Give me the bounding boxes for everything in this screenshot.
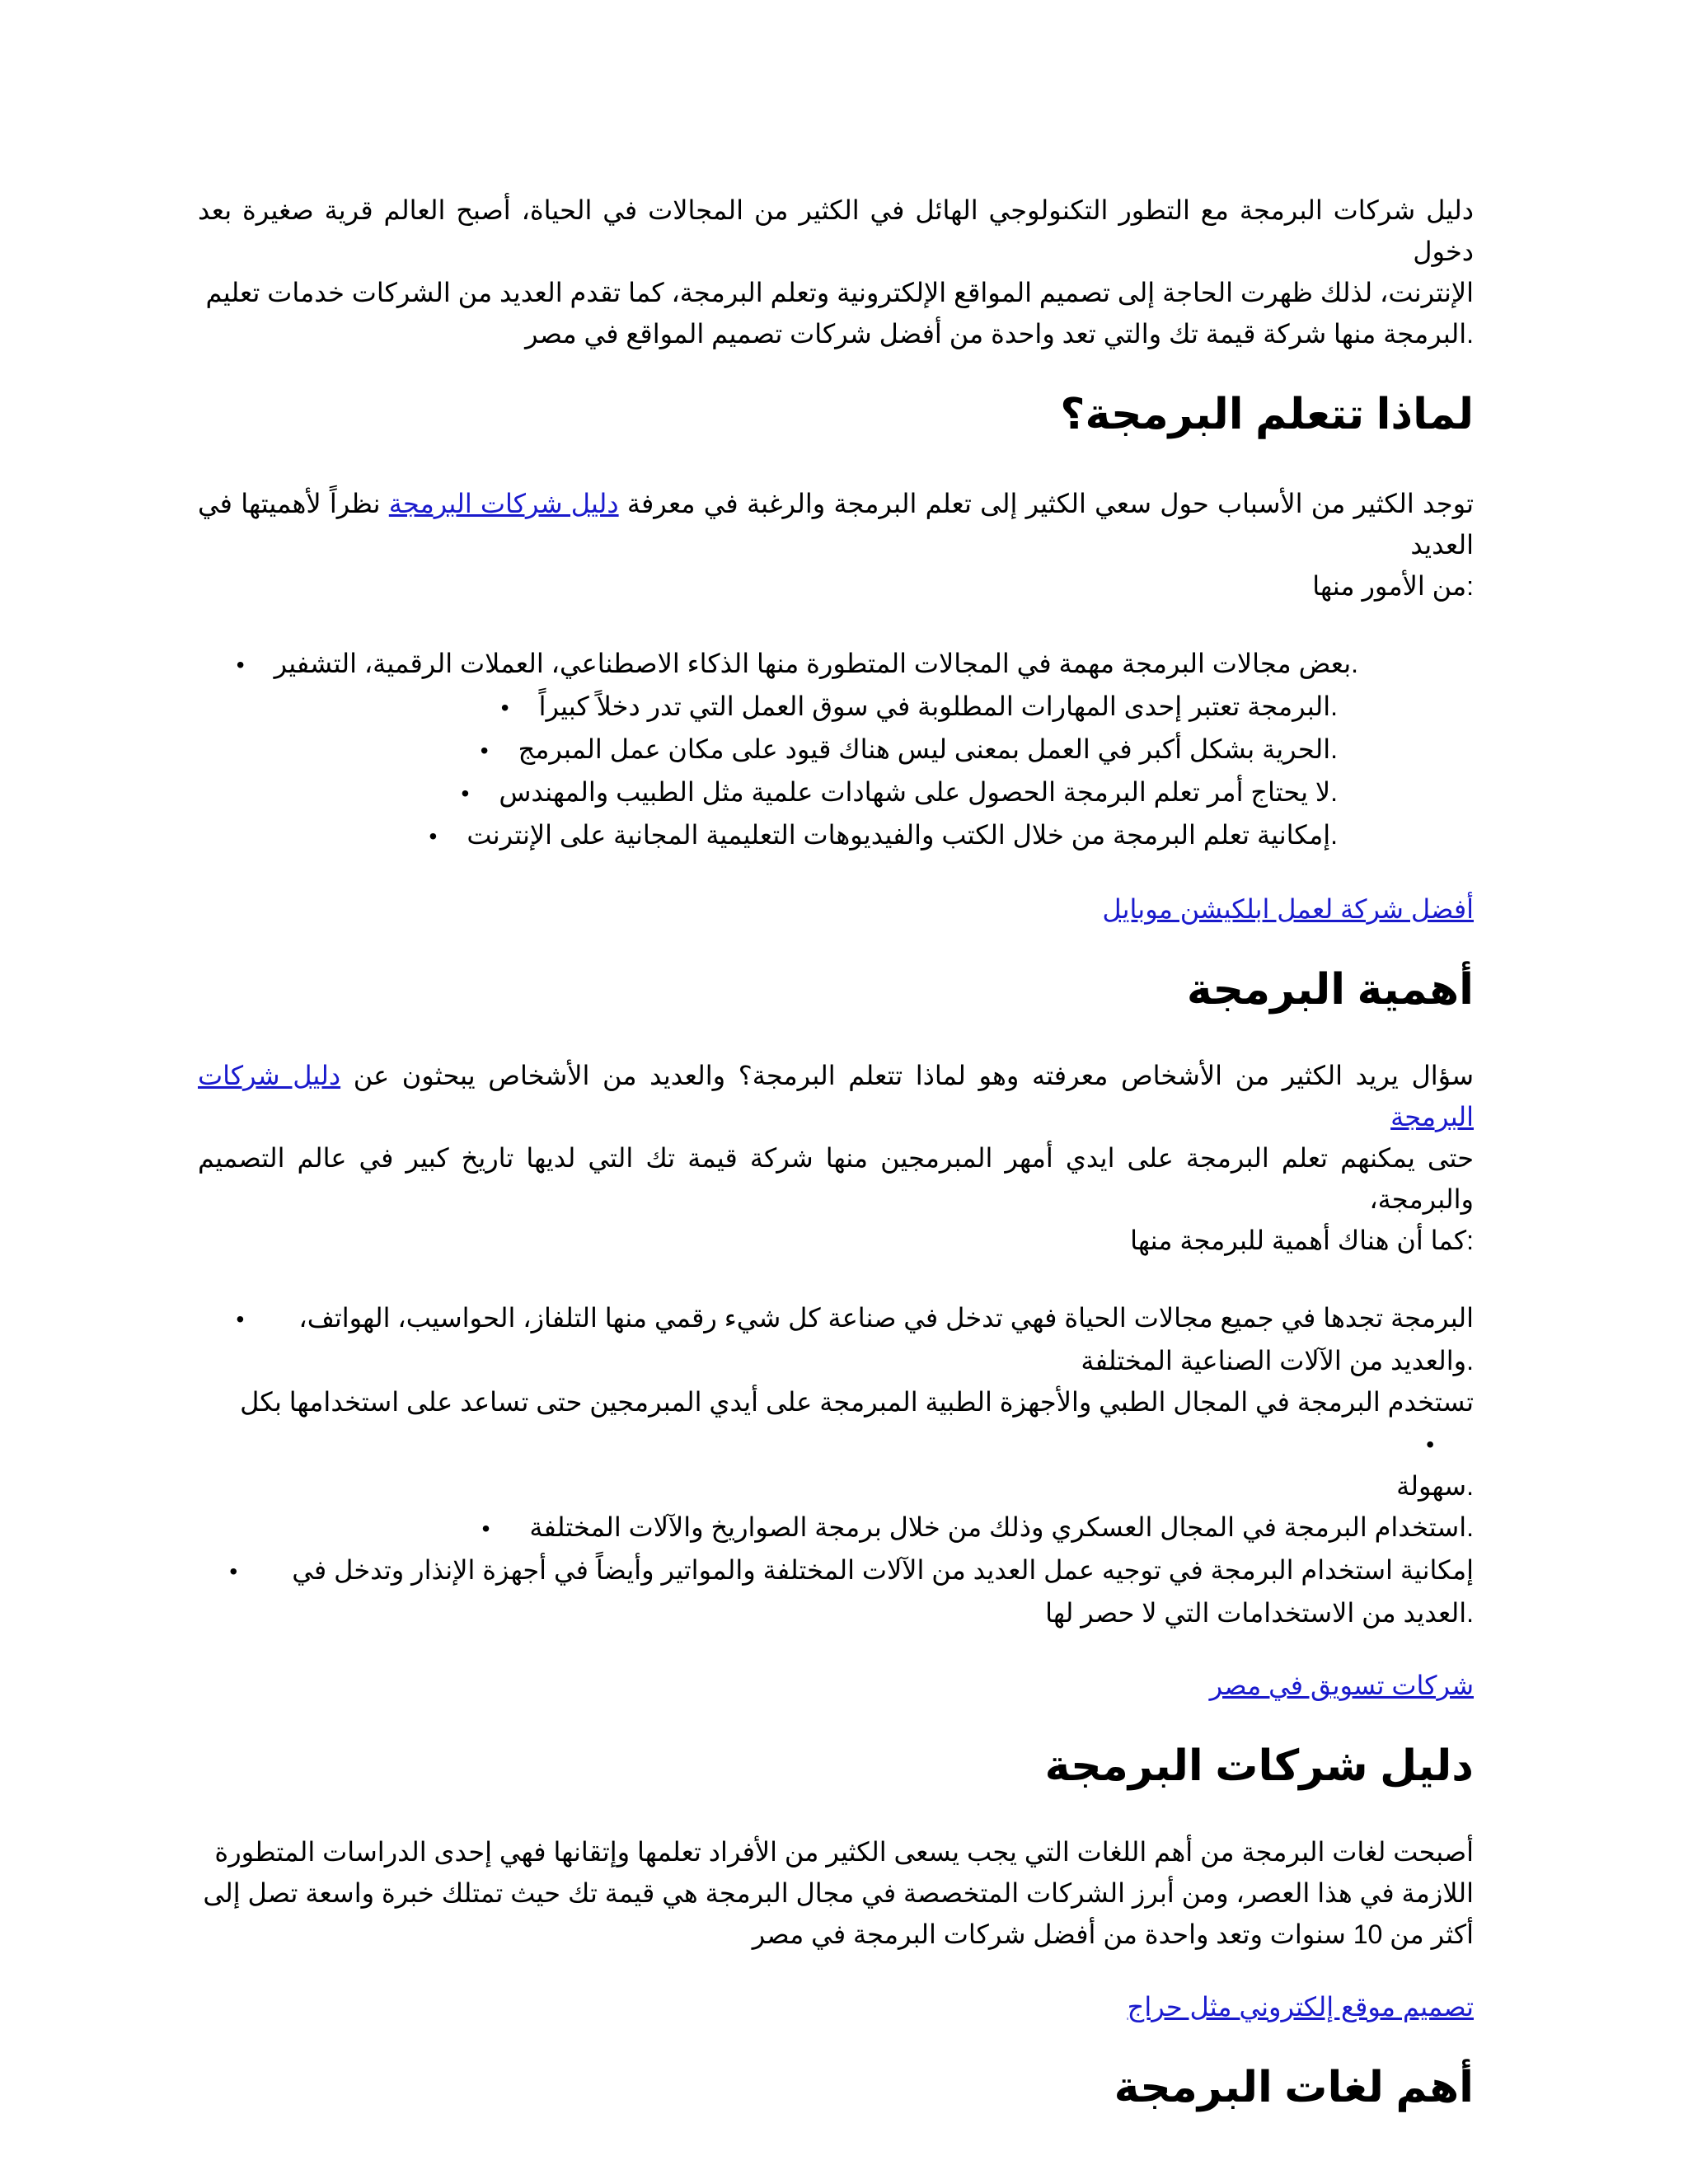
section3-line-3: أكثر من 10 سنوات وتعد واحدة من أفضل شركات البرمجة في مصر [752, 1919, 1474, 1949]
list-item-line: .العديد من الاستخدامات التي لا حصر لها [1045, 1598, 1474, 1628]
list-item [198, 1549, 1474, 1633]
programming-companies-guide-link[interactable]: دليل شركات البرمجة [388, 489, 619, 518]
list-item [198, 686, 1474, 729]
bullet-icon: • [429, 823, 438, 849]
bullet-icon: • [1426, 1432, 1434, 1457]
website-design-link-line [198, 1986, 1474, 2027]
list-item-line [198, 1381, 1474, 1465]
list-item-text: .استخدام البرمجة في المجال العسكري وذلك من خلال برمجة الصواريخ والآلات المختلفة [529, 1512, 1474, 1542]
section2-para-line-1 [198, 1055, 1474, 1137]
bullet-icon: • [229, 1558, 238, 1584]
list-item [198, 729, 1474, 771]
reasons-list [198, 643, 1474, 857]
bullet-icon: • [500, 695, 509, 720]
list-item-text: تستخدم البرمجة في المجال الطبي والأجهزة الطبية المبرمجة على أيدي المبرمجين حتى تساعد على استخدامها بكل [240, 1387, 1474, 1417]
section2-para-start: سؤال يريد الكثير من الأشخاص معرفته وهو لماذا تتعلم البرمجة؟ والعديد من الأشخاص يبحثون عن [340, 1061, 1475, 1090]
list-item-line: .والعديد من الآلات الصناعية المختلفة [1081, 1346, 1474, 1376]
list-item-text: .الحرية بشكل أكبر في العمل بمعنى ليس هناك قيود على مكان عمل المبرمج [518, 734, 1338, 764]
section1-para-line-1 [198, 483, 1474, 565]
list-item-text: إمكانية استخدام البرمجة في توجيه عمل العديد من الآلات المختلفة والمواتير وأيضاً في أجهزة الإنذار وتدخل في [292, 1555, 1474, 1585]
heading-importance-of-programming: أهمية البرمجة [1186, 966, 1474, 1014]
list-item [198, 1507, 1474, 1549]
heading-why-learn-programming: لماذا تتعلم البرمجة؟ [1060, 391, 1474, 438]
list-item [198, 1297, 1474, 1381]
section1-para-line-2: :من الأمور منها [1312, 571, 1474, 601]
section3-line-2: اللازمة في هذا العصر، ومن أبرز الشركات المتخصصة في مجال البرمجة هي قيمة تك حيث تمتلك خبرة واسعة تصل إلى [203, 1878, 1474, 1908]
best-mobile-app-company-link[interactable]: أفضل شركة لعمل ابلكيشن موبايل [1102, 894, 1474, 924]
list-item-text: .بعض مجالات البرمجة مهمة في المجالات المتطورة منها الذكاء الاصطناعي، العملات الرقمية، التشفير [274, 649, 1358, 678]
intro-line-1: دليل شركات البرمجة مع التطور التكنولوجي الهائل في الكثير من المجالات في الحياة، أصبح العالم قرية صغيرة بعد دخول [198, 195, 1474, 266]
section1-paragraph [198, 483, 1474, 607]
section2-paragraph [198, 1055, 1474, 1261]
intro-line-3: .البرمجة منها شركة قيمة تك والتي تعد واحدة من أفضل شركات تصميم المواقع في مصر [525, 319, 1474, 349]
bullet-icon: • [480, 738, 489, 763]
list-item-line: .سهولة [1396, 1471, 1474, 1501]
website-like-haraj-link[interactable]: تصميم موقع إلكتروني مثل حراج [1127, 1992, 1474, 2022]
programming-companies-guide-link-2[interactable]: دليل شركات البرمجة [198, 1061, 1474, 1132]
section2-para-line-2: حتى يمكنهم تعلم البرمجة على ايدي أمهر المبرمجين منها شركة قيمة تك التي لديها تاريخ كبير في عالم التصميم والبرمجة، [198, 1143, 1474, 1214]
bullet-icon: • [481, 1516, 490, 1541]
section2-para-line-3: :كما أن هناك أهمية للبرمجة منها [1130, 1226, 1474, 1255]
bullet-icon: • [236, 652, 245, 677]
list-item-line [198, 1297, 1474, 1340]
list-item-text: .إمكانية تعلم البرمجة من خلال الكتب والفيديوهات التعليمية المجانية على الإنترنت [467, 820, 1338, 850]
list-item [198, 814, 1474, 857]
list-item [198, 643, 1474, 686]
importance-list [198, 1297, 1474, 1633]
heading-top-programming-languages: أهم لغات البرمجة [1114, 2064, 1474, 2111]
list-item-text: البرمجة تجدها في جميع مجالات الحياة فهي تدخل في صناعة كل شيء رقمي منها التلفاز، الحواسيب، الهواتف، [298, 1303, 1474, 1333]
bullet-icon: • [236, 1306, 245, 1332]
section1-para-start: توجد الكثير من الأسباب حول سعي الكثير إلى تعلم البرمجة والرغبة في معرفة [618, 489, 1475, 518]
marketing-companies-egypt-link[interactable]: شركات تسويق في مصر [1209, 1671, 1474, 1700]
list-item-text: .البرمجة تعتبر إحدى المهارات المطلوبة في سوق العمل التي تدر دخلاً كبيراً [538, 691, 1338, 721]
section3-line-1: أصبحت لغات البرمجة من أهم اللغات التي يجب يسعى الكثير من الأفراد تعلمها وإتقانها فهي إحدى الدراسات المتطورة [214, 1837, 1474, 1867]
list-item [198, 1381, 1474, 1507]
intro-paragraph [198, 190, 1474, 354]
list-item [198, 771, 1474, 814]
section3-paragraph [198, 1831, 1474, 1955]
marketing-companies-link-line [198, 1665, 1474, 1706]
heading-programming-companies-guide: دليل شركات البرمجة [1044, 1742, 1474, 1790]
bullet-icon: • [461, 780, 470, 806]
intro-line-2: الإنترنت، لذلك ظهرت الحاجة إلى تصميم المواقع الإلكترونية وتعلم البرمجة، كما تقدم العديد من الشركات خدمات تعليم [205, 278, 1474, 307]
mobile-app-company-link-line [198, 888, 1474, 930]
list-item-text: .لا يحتاج أمر تعلم البرمجة الحصول على شهادات علمية مثل الطبيب والمهندس [499, 777, 1338, 807]
section1-para-end: نظراً لأهميتها في العديد [198, 489, 1474, 560]
document-page [198, 190, 1474, 2116]
list-item-line [198, 1549, 1474, 1592]
list-item-line [198, 1507, 1474, 1549]
